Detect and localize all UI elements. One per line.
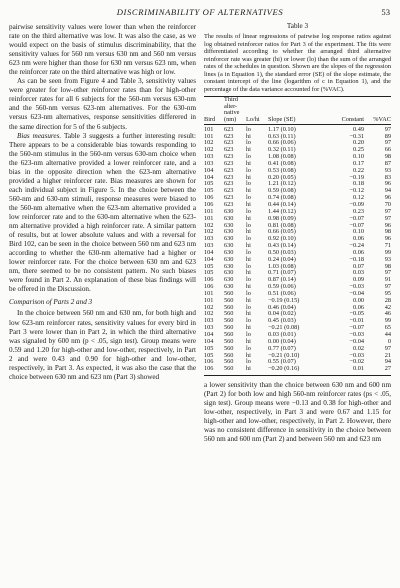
cell-bird: 104 xyxy=(204,337,214,345)
cell-constant: 0.25 xyxy=(352,146,364,154)
cell-third-alternative: 623 xyxy=(224,166,234,174)
cell-third-alternative: 623 xyxy=(224,153,234,161)
cell-lohi: hi xyxy=(246,173,251,181)
cell-lohi: lo xyxy=(246,221,251,229)
cell-constant: 0.17 xyxy=(352,159,364,167)
cell-constant: 0.10 xyxy=(352,228,364,236)
cell-lohi: lo xyxy=(246,194,251,202)
cell-slope-se: 0.00 (0.04) xyxy=(268,337,296,345)
cell-bird: 103 xyxy=(204,242,214,250)
cell-bird: 101 xyxy=(204,214,214,222)
section-title: Comparison of Parts 2 and 3 xyxy=(9,298,93,307)
cell-vac: 71 xyxy=(384,242,391,250)
cell-constant: 0.03 xyxy=(352,269,364,277)
cell-third-alternative: 630 xyxy=(224,214,234,222)
cell-vac: 89 xyxy=(384,132,391,140)
table-label: Table 3 xyxy=(286,22,309,30)
running-header xyxy=(0,7,400,17)
cell-slope-se: 0.24 (0.04) xyxy=(268,255,296,263)
cell-bird: 103 xyxy=(204,159,214,167)
cell-slope-se: 0.59 (0.08) xyxy=(268,187,296,195)
col-header-blank xyxy=(246,97,391,117)
cell-vac: 44 xyxy=(384,331,391,339)
cell-vac: 98 xyxy=(384,228,391,236)
cell-constant: −0.03 xyxy=(349,331,364,339)
cell-slope-se: 1.08 (0.08) xyxy=(268,153,296,161)
cell-slope-se: 0.81 (0.08) xyxy=(268,221,296,229)
cell-third-alternative: 560 xyxy=(224,296,234,304)
cell-third-alternative: 623 xyxy=(224,200,234,208)
cell-bird: 103 xyxy=(204,235,214,243)
cell-constant: −0.07 xyxy=(349,324,364,332)
cell-slope-se: 0.55 (0.07) xyxy=(268,358,296,366)
col-header-third xyxy=(224,97,246,117)
cell-constant: 0.10 xyxy=(352,153,364,161)
cell-lohi: lo xyxy=(246,139,251,147)
cell-bird: 101 xyxy=(204,132,214,140)
cell-third-alternative: 630 xyxy=(224,228,234,236)
cell-vac: 93 xyxy=(384,166,391,174)
cell-vac: 98 xyxy=(384,153,391,161)
table-body xyxy=(204,124,391,375)
cell-slope-se: 0.66 (0.05) xyxy=(268,228,296,236)
cell-slope-se: 1.03 (0.08) xyxy=(268,262,296,270)
cell-lohi: lo xyxy=(246,180,251,188)
cell-third-alternative: 560 xyxy=(224,303,234,311)
cell-bird: 104 xyxy=(204,166,214,174)
cell-vac: 83 xyxy=(384,173,391,181)
cell-third-alternative: 630 xyxy=(224,207,234,215)
results-table xyxy=(204,96,391,376)
cell-lohi: hi xyxy=(246,242,251,250)
header-text: native xyxy=(224,109,240,117)
cell-constant: −0.02 xyxy=(349,358,364,366)
cell-slope-se: 1.17 (0.10) xyxy=(268,125,296,133)
cell-lohi: hi xyxy=(246,146,251,154)
cell-slope-se: −0.19 (0.15) xyxy=(268,296,300,304)
cell-constant: −0.18 xyxy=(349,255,364,263)
cell-slope-se: 1.44 (0.12) xyxy=(268,207,296,215)
cell-third-alternative: 630 xyxy=(224,269,234,277)
cell-bird: 102 xyxy=(204,310,214,318)
cell-lohi: lo xyxy=(246,207,251,215)
cell-bird: 104 xyxy=(204,255,214,263)
cell-slope-se: 0.66 (0.06) xyxy=(268,139,296,147)
paragraph: In the choice between 560 nm and 630 nm, for both high and low 623-nm reinforcer rates, sensitivity values for every bird in Part 3 were lower than in Part 2, in which the third alternative was signaled by 600 nm (p < .05, sign test). Group means were 0.59 and 1.20 for high-other and low-other, respectively, in Part 2 and were 0.43 and 0.90 for high-other and low-other, respectively, in Part 3. As expected, it was also the case that the choice between 630 nm and 623 nm (Part 3) showed xyxy=(9,309,196,381)
cell-vac: 96 xyxy=(384,235,391,243)
cell-vac: 91 xyxy=(384,276,391,284)
cell-vac: 42 xyxy=(384,303,391,311)
cell-lohi: hi xyxy=(246,351,251,359)
cell-bird: 104 xyxy=(204,173,214,181)
cell-slope-se: 0.77 (0.07) xyxy=(268,344,296,352)
cell-lohi: lo xyxy=(246,317,251,325)
cell-vac: 27 xyxy=(364,366,391,375)
cell-constant: −0.12 xyxy=(349,187,364,195)
cell-third-alternative: 623 xyxy=(224,159,234,167)
cell-lohi: hi xyxy=(246,269,251,277)
cell-slope-se: 0.44 (0.14) xyxy=(268,200,296,208)
cell-slope-se: 0.98 (0.09) xyxy=(268,214,296,222)
cell-vac: 21 xyxy=(384,351,391,359)
cell-lohi: lo xyxy=(246,235,251,243)
cell-bird: 102 xyxy=(204,221,214,229)
cell-third-alternative: 630 xyxy=(224,221,234,229)
cell-slope-se: 0.43 (0.14) xyxy=(268,242,296,250)
cell-third-alternative: 623 xyxy=(224,187,234,195)
cell-bird: 105 xyxy=(204,351,214,359)
bias-paragraph xyxy=(9,132,196,295)
cell-vac: 0 xyxy=(387,337,391,345)
cell-slope-se: 0.51 (0.06) xyxy=(268,289,296,297)
cell-lohi: hi xyxy=(246,228,251,236)
cell-bird: 101 xyxy=(204,289,214,297)
cell-vac: 99 xyxy=(384,248,391,256)
cell-constant: 0.06 xyxy=(352,303,364,311)
paragraph: pairwise sensitivity values were lower than when the reinforcer rate on the third alternative was low. It was also the case, as we would expect on the basis of stimulus discriminability, that the sensitivity values for 560 nm versus 630 nm and 560 nm versus 623 nm were higher than those for 630 nm versus 623 nm, when the reinforcer rate on the third alternative was high or low. xyxy=(9,23,196,77)
header-text: Third xyxy=(224,96,238,104)
col-header-lohi: Lo/hi xyxy=(246,117,268,124)
cell-lohi: lo xyxy=(246,358,251,366)
cell-lohi: lo xyxy=(246,289,251,297)
cell-bird: 102 xyxy=(204,228,214,236)
page-number: 53 xyxy=(381,7,390,17)
cell-constant: −0.03 xyxy=(349,351,364,359)
cell-lohi: hi xyxy=(246,255,251,263)
cell-third-alternative: 560 xyxy=(224,289,234,297)
cell-constant: 0.09 xyxy=(352,276,364,284)
cell-bird: 106 xyxy=(204,194,214,202)
cell-third-alternative: 630 xyxy=(224,248,234,256)
cell-bird: 101 xyxy=(204,296,214,304)
cell-constant: −0.19 xyxy=(349,173,364,181)
cell-bird: 105 xyxy=(204,344,214,352)
cell-bird: 106 xyxy=(204,276,214,284)
cell-third-alternative: 630 xyxy=(224,262,234,270)
cell-third-alternative: 623 xyxy=(224,132,234,140)
cell-third-alternative: 630 xyxy=(224,283,234,291)
cell-bird: 105 xyxy=(204,180,214,188)
cell-lohi: hi xyxy=(246,324,251,332)
table-row xyxy=(204,366,391,375)
col-header-constant: Constant xyxy=(324,117,364,124)
cell-slope-se: 1.21 (0.12) xyxy=(268,180,296,188)
cell-vac: 93 xyxy=(384,255,391,263)
cell-vac: 87 xyxy=(384,159,391,167)
col-header-vac: %VAC xyxy=(364,117,391,124)
cell-third-alternative: 560 xyxy=(224,310,234,318)
cell-bird: 106 xyxy=(204,283,214,291)
cell-slope-se: 0.59 (0.06) xyxy=(268,283,296,291)
cell-constant: 0.18 xyxy=(352,180,364,188)
cell-vac: 97 xyxy=(384,125,391,133)
cell-lohi: hi xyxy=(246,296,251,304)
cell-vac: 95 xyxy=(384,289,391,297)
cell-vac: 97 xyxy=(384,207,391,215)
cell-constant: −0.24 xyxy=(349,242,364,250)
cell-bird: 106 xyxy=(204,200,214,208)
cell-lohi: hi xyxy=(246,214,251,222)
cell-third-alternative: 630 xyxy=(224,235,234,243)
header-text: alter- xyxy=(224,102,238,110)
cell-constant: −0.05 xyxy=(349,310,364,318)
cell-vac: 96 xyxy=(384,194,391,202)
cell-constant: 0.22 xyxy=(352,166,364,174)
cell-bird: 106 xyxy=(204,366,224,375)
right-column xyxy=(204,23,391,444)
cell-vac: 97 xyxy=(384,139,391,147)
cell-bird: 104 xyxy=(204,331,214,339)
cell-constant: 0.06 xyxy=(352,235,364,243)
cell-constant: −0.04 xyxy=(349,337,364,345)
cell-slope-se: 0.03 (0.01) xyxy=(268,331,296,339)
cell-constant: 0.00 xyxy=(352,296,364,304)
cell-vac: 97 xyxy=(384,214,391,222)
cell-vac: 97 xyxy=(384,344,391,352)
cell-constant: −0.07 xyxy=(349,221,364,229)
cell-constant: −0.31 xyxy=(349,132,364,140)
cell-bird: 104 xyxy=(204,248,214,256)
cell-vac: 96 xyxy=(384,221,391,229)
cell-lohi: hi xyxy=(246,200,251,208)
cell-bird: 105 xyxy=(204,269,214,277)
cell-bird: 102 xyxy=(204,139,214,147)
cell-constant: 0.02 xyxy=(352,344,364,352)
cell-third-alternative: 560 xyxy=(224,351,234,359)
left-column xyxy=(9,23,196,382)
paragraph: As can be seen from Figure 4 and Table 3, sensitivity values were greater for low-other reinforcer rates than for high-other reinforcer rates for all 6 subjects for the 560-nm versus 630-nm and the 560-nm versus 623-nm alternatives. For the 630-nm versus 623-nm alternatives, response sensitivities differered in the same direction for 5 of the 6 subjects. xyxy=(9,77,196,131)
bias-text: Table 3 suggests a further interesting result: There appears to be a considerable bias towards responding to the 560-nm stimulus in the 560-nm versus 630-nm choice when the 623-nm alternative provided a lower reinforcer rate, and a bias in the opposite direction when the 623-nm alternative provided a higher reinforcer rate. Bias measures are shown for each individual subject in Figure 5. In the choice between the 560-nm and 630-nm stimuli, response measures were biased to the 560-nm alternative when the 623-nm alternative provided a low reinforcer rate and to the 630-nm alternative when the 623-nm alternative provided a high reinforcer rate. A similar pattern of results, but at lower absolute values and with a reversal for Bird 102, can be seen in the choice between 560 nm and 623 nm according to whether the 630-nm alternative had a higher or lower reinforcer rate. For the choice between 630 nm and 623 nm, there seemed to be no consistent pattern. No such biases were found in Part 2. An explanation of these bias findings will be offered in the Discussion. xyxy=(9,131,197,294)
cell-bird: 103 xyxy=(204,317,214,325)
cell-third-alternative: 623 xyxy=(224,146,234,154)
cell-third-alternative: 623 xyxy=(224,125,234,133)
cell-lohi: hi xyxy=(246,337,251,345)
col-header-bird: Bird xyxy=(204,117,224,124)
cell-third-alternative: 560 xyxy=(224,324,234,332)
cell-vac: 94 xyxy=(384,358,391,366)
cell-slope-se: 0.71 (0.07) xyxy=(268,269,296,277)
cell-bird: 101 xyxy=(204,125,214,133)
cell-lohi: lo xyxy=(246,344,251,352)
cell-slope-se: 0.74 (0.08) xyxy=(268,194,296,202)
cell-bird: 103 xyxy=(204,153,214,161)
cell-bird: 105 xyxy=(204,262,214,270)
cell-lohi: lo xyxy=(246,166,251,174)
cell-bird: 103 xyxy=(204,324,214,332)
cell-vac: 99 xyxy=(384,317,391,325)
cell-slope-se: 0.45 (0.03) xyxy=(268,317,296,325)
cell-third-alternative: 560 xyxy=(224,331,234,339)
cell-slope-se: 0.20 (0.05) xyxy=(268,173,296,181)
cell-third-alternative: 630 xyxy=(224,276,234,284)
cell-lohi: hi xyxy=(246,159,251,167)
cell-bird: 102 xyxy=(204,303,214,311)
cell-vac: 98 xyxy=(384,262,391,270)
cell-bird: 106 xyxy=(204,358,214,366)
cell-lohi: hi xyxy=(246,310,251,318)
cell-constant: −0.03 xyxy=(349,283,364,291)
cell-third-alternative: 560 xyxy=(224,344,234,352)
cell-lohi: lo xyxy=(246,276,251,284)
cell-lohi: hi xyxy=(246,366,268,375)
cell-constant: −0.04 xyxy=(349,289,364,297)
running-title: DISCRIMINABILITY OF ALTERNATIVES xyxy=(116,7,284,17)
cell-vac: 28 xyxy=(384,296,391,304)
cell-slope-se: 0.04 (0.02) xyxy=(268,310,296,318)
cell-constant: 0.06 xyxy=(352,248,364,256)
cell-constant: 0.01 xyxy=(324,366,364,375)
cell-vac: 66 xyxy=(384,146,391,154)
cell-lohi: hi xyxy=(246,187,251,195)
cell-lohi: lo xyxy=(246,248,251,256)
cell-slope-se: 0.41 (0.08) xyxy=(268,159,296,167)
cell-slope-se: 0.63 (0.11) xyxy=(268,132,296,140)
cell-bird: 105 xyxy=(204,187,214,195)
cell-third-alternative: 560 xyxy=(224,366,246,375)
cell-vac: 94 xyxy=(384,187,391,195)
cell-third-alternative: 623 xyxy=(224,139,234,147)
cell-lohi: lo xyxy=(246,303,251,311)
cell-lohi: lo xyxy=(246,153,251,161)
cell-constant: −0.09 xyxy=(349,200,364,208)
cell-bird: 101 xyxy=(204,207,214,215)
cell-slope-se: 0.32 (0.11) xyxy=(268,146,296,154)
cell-third-alternative: 623 xyxy=(224,173,234,181)
cell-slope-se: 0.53 (0.08) xyxy=(268,166,296,174)
bias-heading: Bias measures. xyxy=(17,131,62,140)
cell-slope-se: 0.46 (0.04) xyxy=(268,303,296,311)
cell-slope-se: 0.92 (0.10) xyxy=(268,235,296,243)
col-header-slope: Slope (SE) xyxy=(268,117,324,124)
cell-constant: 0.12 xyxy=(352,194,364,202)
cell-constant: −0.01 xyxy=(349,317,364,325)
cell-constant: 0.23 xyxy=(352,207,364,215)
cell-slope-se: 0.87 (0.14) xyxy=(268,276,296,284)
cell-constant: 0.20 xyxy=(352,139,364,147)
cell-constant: 0.07 xyxy=(352,262,364,270)
cell-vac: 96 xyxy=(384,180,391,188)
cell-lohi: hi xyxy=(246,132,251,140)
cell-slope-se: 0.50 (0.03) xyxy=(268,248,296,256)
cell-third-alternative: 630 xyxy=(224,255,234,263)
table-caption-block xyxy=(204,23,391,93)
cell-third-alternative: 630 xyxy=(224,242,234,250)
cell-vac: 65 xyxy=(384,324,391,332)
cell-lohi: lo xyxy=(246,262,251,270)
cell-lohi: lo xyxy=(246,125,251,133)
cell-constant: 0.49 xyxy=(352,125,364,133)
cell-vac: 97 xyxy=(384,269,391,277)
col-header-nm: (nm) xyxy=(224,117,246,124)
col-header-blank xyxy=(204,97,224,117)
cell-third-alternative: 623 xyxy=(224,194,234,202)
cell-slope-se: −0.21 (0.10) xyxy=(268,351,300,359)
cell-lohi: lo xyxy=(246,331,251,339)
cell-third-alternative: 623 xyxy=(224,180,234,188)
cell-constant: −0.07 xyxy=(349,214,364,222)
cell-lohi: hi xyxy=(246,283,251,291)
cell-bird: 102 xyxy=(204,146,214,154)
cell-third-alternative: 560 xyxy=(224,317,234,325)
cell-vac: 70 xyxy=(384,200,391,208)
cell-vac: 97 xyxy=(384,283,391,291)
cell-slope-se: −0.20 (0.16) xyxy=(268,366,324,375)
cell-vac: 46 xyxy=(384,310,391,318)
cell-third-alternative: 560 xyxy=(224,358,234,366)
table-caption: The results of linear regressions of pairwise log response ratios against log obtained reinforcer ratios for Part 3 of the experiment. The fits were differentiated according to whether the arranged third alternative reinforcer rate was greater (hi) or lower (lo) than the sum of the arranged rates of the schedules in question. Shown are the slopes of the regression lines (a in Equation 1), the standard error (SE) of the slope estimate, the constant intercept of the line (logarithm of c in Equation 1), and the percentage of the data variance accounted for (%VAC). xyxy=(204,33,391,93)
cell-slope-se: −0.21 (0.08) xyxy=(268,324,300,332)
paragraph: a lower sensitivity than the choice between 630 nm and 600 nm (Part 2) for both low and high 560-nm reinforcer rates (ps < .05, sign test). Group means were −0.13 and 0.38 for high-other and low-other, respectively, in Part 3 and were 0.67 and 1.15 for high-other and low-other, respectively, in Part 2. However, there was no consistent difference in sensitivity in the choice between 560 nm and 600 nm (Part 2) and between 560 nm and 623 nm xyxy=(204,381,391,444)
cell-third-alternative: 560 xyxy=(224,337,234,345)
